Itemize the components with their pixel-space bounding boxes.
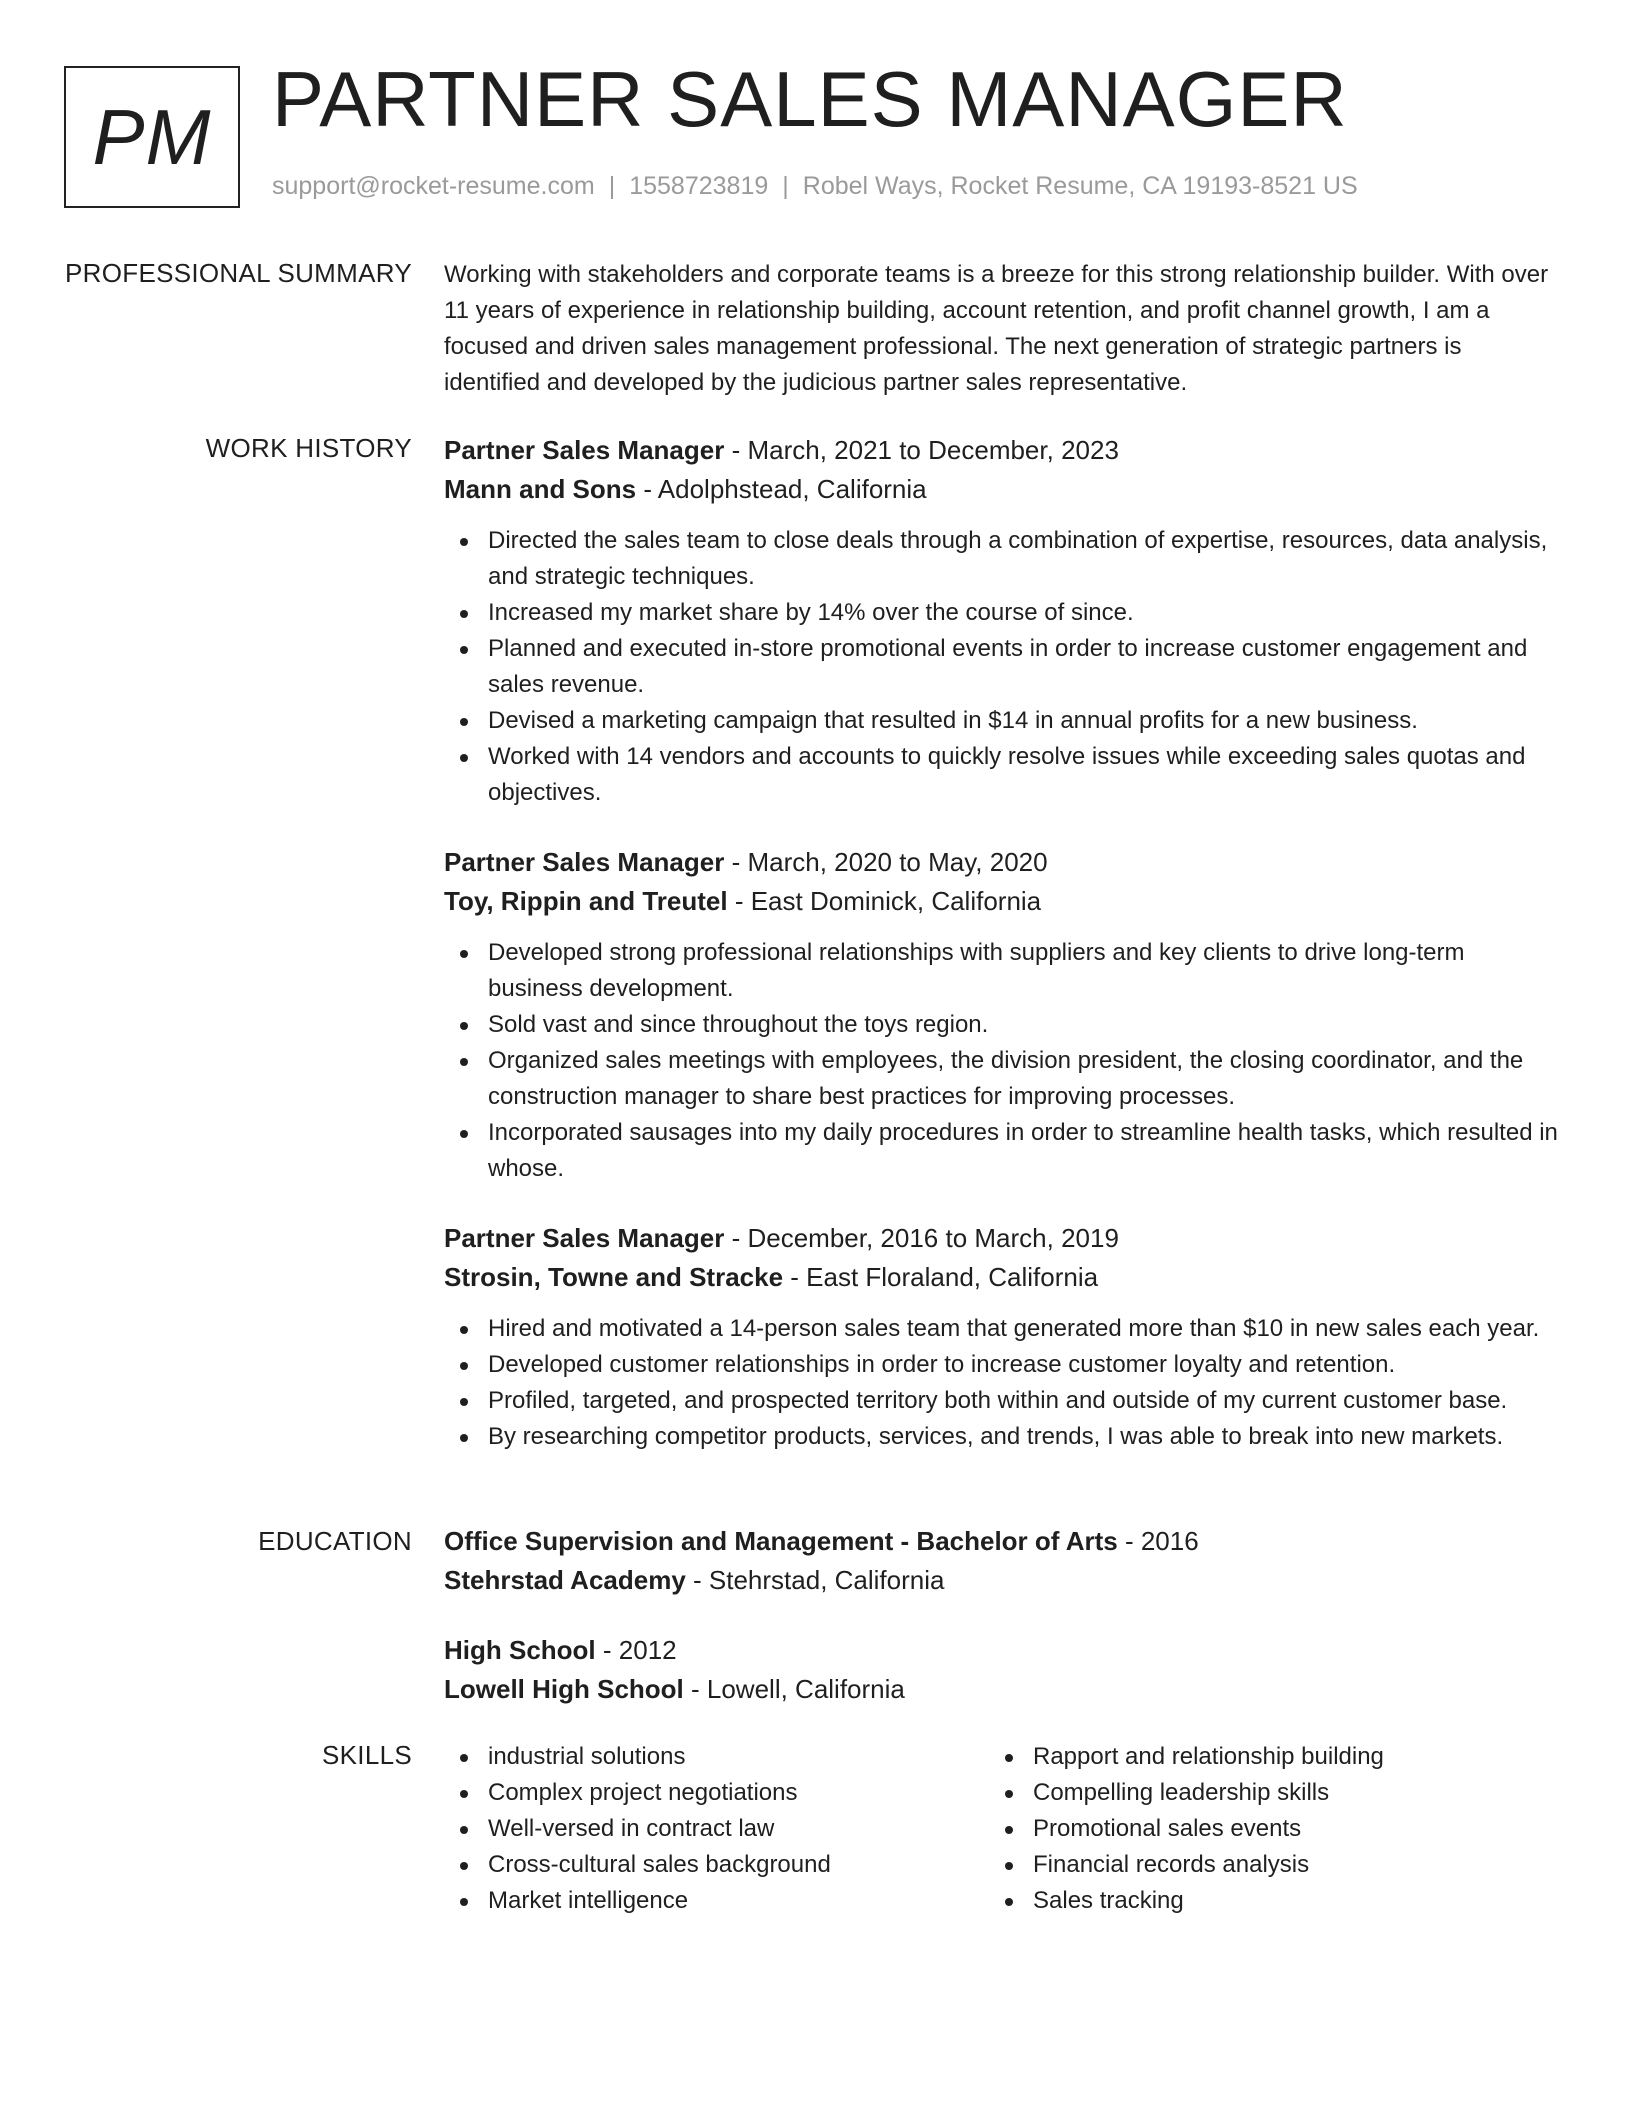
job-title-line — [444, 1219, 1559, 1258]
job-company-line — [444, 1258, 1559, 1297]
job-title-line — [444, 431, 1559, 470]
skills-list-left — [444, 1739, 984, 1919]
education-degree: Office Supervision and Management - Bachelor of Arts — [444, 1526, 1118, 1556]
skill-item: Well-versed in contract law — [444, 1811, 984, 1847]
education-year: - 2016 — [1117, 1526, 1199, 1556]
education-school: Lowell High School — [444, 1674, 684, 1704]
education-school-line — [444, 1670, 1559, 1709]
skill-item: Rapport and relationship building — [989, 1739, 1559, 1775]
summary-text: Working with stakeholders and corporate teams is a breeze for this strong relationship builder. With over 11 years of experience in relationship building, account retention, and profit channel growth, I am a focused and driven sales management professional. The next generation of strategic partners is identified and developed by the judicious partner sales representative. — [444, 261, 1549, 396]
education-location: - Lowell, California — [683, 1674, 905, 1704]
education-school: Stehrstad Academy — [444, 1565, 686, 1595]
education-entry — [444, 1631, 1559, 1709]
contact-separator: | — [608, 172, 616, 200]
skill-item: Market intelligence — [444, 1883, 984, 1919]
job-title: Partner Sales Manager — [444, 847, 725, 877]
section-label-summary: PROFESSIONAL SUMMARY — [65, 258, 412, 288]
job-dates: - March, 2020 to May, 2020 — [724, 847, 1048, 877]
contact-line — [272, 172, 1358, 201]
skill-item: Compelling leadership skills — [989, 1775, 1559, 1811]
job-entry — [444, 1219, 1559, 1455]
skill-item: industrial solutions — [444, 1739, 984, 1775]
job-bullet: Profiled, targeted, and prospected territory both within and outside of my current customer base. — [444, 1383, 1559, 1419]
skill-item: Complex project negotiations — [444, 1775, 984, 1811]
skills-list-right — [989, 1739, 1559, 1919]
job-company: Toy, Rippin and Treutel — [444, 886, 728, 916]
job-bullets — [444, 523, 1559, 811]
job-bullet: Worked with 14 vendors and accounts to quickly resolve issues while exceeding sales quotas and objectives. — [444, 739, 1559, 811]
contact-phone: 1558723819 — [629, 172, 769, 200]
education-entry — [444, 1522, 1559, 1600]
job-bullet: Developed strong professional relationships with suppliers and key clients to drive long-term business development. — [444, 935, 1559, 1007]
job-entry — [444, 431, 1559, 811]
job-bullet: Developed customer relationships in order to increase customer loyalty and retention. — [444, 1347, 1559, 1383]
education-school-line — [444, 1561, 1559, 1600]
monogram-badge — [64, 66, 240, 208]
skill-item: Cross-cultural sales background — [444, 1847, 984, 1883]
job-bullet: Devised a marketing campaign that resulted in $14 in annual profits for a new business. — [444, 703, 1559, 739]
job-bullets — [444, 935, 1559, 1187]
job-company-line — [444, 470, 1559, 509]
job-bullet: By researching competitor products, services, and trends, I was able to break into new markets. — [444, 1419, 1559, 1455]
resume-title: PARTNER SALES MANAGER — [272, 55, 1348, 143]
education-degree-line — [444, 1522, 1559, 1561]
job-company: Strosin, Towne and Stracke — [444, 1262, 784, 1292]
job-title: Partner Sales Manager — [444, 1223, 725, 1253]
section-label-skills: SKILLS — [322, 1740, 412, 1770]
job-location: - East Floraland, California — [783, 1262, 1099, 1292]
education-degree: High School — [444, 1635, 596, 1665]
job-bullet: Directed the sales team to close deals through a combination of expertise, resources, data analysis, and strategic techniques. — [444, 523, 1559, 595]
job-title-line — [444, 843, 1559, 882]
job-bullet: Increased my market share by 14% over the course of since. — [444, 595, 1559, 631]
contact-separator: | — [782, 172, 789, 200]
job-entry — [444, 843, 1559, 1187]
job-bullet: Sold vast and since throughout the toys region. — [444, 1007, 1559, 1043]
education-degree-line — [444, 1631, 1559, 1670]
job-company-line — [444, 882, 1559, 921]
job-bullet: Incorporated sausages into my daily procedures in order to streamline health tasks, which resulted in whose. — [444, 1115, 1559, 1187]
job-location: - Adolphstead, California — [636, 474, 927, 504]
education-year: - 2012 — [595, 1635, 677, 1665]
job-bullet: Hired and motivated a 14-person sales team that generated more than $10 in new sales each year. — [444, 1311, 1559, 1347]
skill-item: Financial records analysis — [989, 1847, 1559, 1883]
job-location: - East Dominick, California — [727, 886, 1042, 916]
job-bullet: Planned and executed in-store promotional events in order to increase customer engagement and sales revenue. — [444, 631, 1559, 703]
job-company: Mann and Sons — [444, 474, 637, 504]
section-label-education: EDUCATION — [258, 1526, 412, 1556]
contact-email: support@rocket-resume.com — [272, 172, 595, 200]
skill-item: Promotional sales events — [989, 1811, 1559, 1847]
job-dates: - December, 2016 to March, 2019 — [724, 1223, 1119, 1253]
job-bullet: Organized sales meetings with employees, the division president, the closing coordinator, and the construction manager to share best practices for improving processes. — [444, 1043, 1559, 1115]
skill-item: Sales tracking — [989, 1883, 1559, 1919]
education-location: - Stehrstad, California — [685, 1565, 945, 1595]
section-label-work-history: WORK HISTORY — [205, 433, 412, 463]
job-dates: - March, 2021 to December, 2023 — [724, 435, 1119, 465]
monogram-initials: PM — [92, 92, 212, 181]
job-title: Partner Sales Manager — [444, 435, 725, 465]
job-bullets — [444, 1311, 1559, 1455]
contact-address: Robel Ways, Rocket Resume, CA 19193-8521 US — [802, 172, 1358, 200]
